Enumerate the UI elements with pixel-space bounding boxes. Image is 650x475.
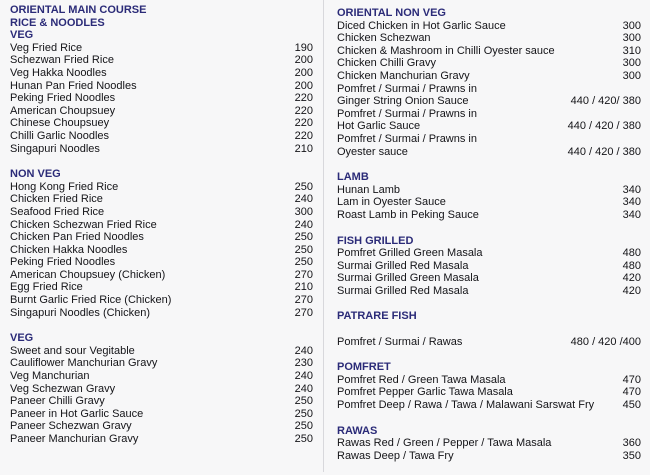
menu-item [10, 92, 313, 105]
menu-section [10, 168, 313, 319]
menu-item-name: Surmai Grilled Green Masala [337, 272, 479, 285]
menu-item-name: Chicken Hakka Noodles [10, 243, 128, 256]
menu-item-name: Paneer Manchurian Gravy [10, 433, 139, 445]
menu-item-name: Sweet and sour Vegitable [10, 344, 135, 357]
menu-item [337, 437, 641, 450]
menu-item-name: Pomfret / Surmai / Rawas [337, 335, 463, 348]
menu-item [10, 433, 313, 446]
menu-item [10, 370, 313, 383]
menu-item-name: Pomfret Deep / Rawa / Tawa / Malawani Sarswat Fry [337, 399, 595, 412]
menu-item-name: Veg Manchurian [10, 370, 90, 383]
section-heading: PATRARE FISH [337, 310, 417, 323]
menu-section [337, 425, 641, 463]
menu-item-price: 270 [294, 294, 313, 307]
menu-item-name: Schezwan Fried Rice [10, 54, 114, 67]
menu-item-name: Hunan Pan Fried Noodles [10, 79, 137, 92]
menu-item-name: Cauliflower Manchurian Gravy [10, 357, 158, 370]
menu-item-price: 340 [622, 183, 641, 196]
menu-item [337, 95, 641, 108]
menu-item [10, 67, 313, 80]
menu-item [337, 196, 641, 209]
menu-item-price: 300 [294, 205, 313, 218]
menu-item [10, 117, 313, 130]
menu-item-name: Veg Hakka Noodles [10, 66, 107, 79]
menu-item [337, 260, 641, 273]
menu-item-price: 240 [294, 193, 313, 206]
menu-item-name: Chicken Pan Fried Noodles [10, 231, 144, 244]
menu-item-price: 220 [294, 117, 313, 130]
menu-item [337, 386, 641, 399]
menu-item-price: 300 [622, 69, 641, 82]
menu-item [337, 120, 641, 133]
menu-item [337, 209, 641, 222]
section-heading: LAMB [337, 171, 369, 184]
menu-section [337, 171, 641, 221]
menu-item-line [337, 133, 641, 146]
menu-item-price: 250 [294, 231, 313, 244]
menu-item-name: Ginger String Onion Sauce [337, 95, 469, 108]
menu-section [337, 310, 641, 348]
menu-item [337, 20, 641, 33]
left-column [10, 4, 313, 459]
menu-item [10, 345, 313, 358]
menu-item-price: 200 [294, 54, 313, 67]
section-heading: FISH GRILLED [337, 234, 414, 247]
menu-item-name: Singapuri Noodles [10, 142, 100, 155]
menu-item [10, 244, 313, 257]
menu-item-name: Surmai Grilled Red Masala [337, 259, 469, 272]
section-heading: ORIENTAL NON VEG [337, 7, 446, 19]
menu-section [337, 7, 641, 158]
menu-item-name: Singapuri Noodles (Chicken) [10, 306, 151, 319]
menu-item-price: 250 [294, 243, 313, 256]
menu-item-price: 240 [294, 382, 313, 395]
menu-item [10, 383, 313, 396]
menu-item-price: 200 [294, 79, 313, 92]
menu-item [10, 269, 313, 282]
menu-item [10, 42, 313, 55]
menu-item [10, 420, 313, 433]
menu-item-price: 420 [622, 284, 641, 297]
menu-item-name: Chicken & Mashroom in Chilli Oyester sauce [337, 44, 555, 57]
menu-item [337, 374, 641, 387]
menu-item-name: Chicken Schezwan [337, 32, 431, 45]
menu-item-price: 250 [294, 180, 313, 193]
menu-item-name: Paneer Chilli Gravy [10, 395, 105, 408]
menu-item-price: 440 / 420 / 380 [567, 120, 641, 133]
menu-item-name: Egg Fried Rice [10, 281, 83, 294]
section-heading: NON VEG [10, 168, 61, 181]
menu-item-price: 470 [622, 386, 641, 399]
menu-item-name: Rawas Deep / Tawa Fry [337, 449, 454, 462]
menu-item-name: American Choupsuey (Chicken) [10, 268, 166, 281]
menu-item-price: 420 [622, 272, 641, 285]
menu-item-price: 300 [622, 19, 641, 32]
menu-item [10, 395, 313, 408]
menu-item-name: Hunan Lamb [337, 183, 400, 196]
menu-item [10, 281, 313, 294]
menu-item-price: 200 [294, 66, 313, 79]
menu-item-name: Chicken Manchurian Gravy [337, 69, 470, 82]
menu-item-name: Oyester sauce [337, 145, 408, 158]
menu-item-name: Veg Schezwan Gravy [10, 382, 116, 395]
menu-item-name: Pomfret Red / Green Tawa Masala [337, 373, 506, 386]
menu-item-name: Paneer in Hot Garlic Sauce [10, 407, 144, 420]
menu-item [10, 206, 313, 219]
menu-title: ORIENTAL MAIN COURSE [10, 4, 147, 16]
menu-item-price: 250 [294, 256, 313, 269]
menu-item-price: 250 [294, 420, 313, 433]
column-divider [323, 0, 324, 472]
menu-item-name-prefix: Pomfret / Surmai / Prawns in [337, 132, 477, 145]
menu-item-name: Chicken Schezwan Fried Rice [10, 218, 157, 231]
right-column [337, 7, 641, 475]
menu-item [337, 336, 641, 349]
menu-item-name: Pomfret Pepper Garlic Tawa Masala [337, 386, 513, 399]
menu-item-name: Paneer Schezwan Gravy [10, 420, 132, 433]
menu-item-price: 480 [622, 259, 641, 272]
menu-item-price: 250 [294, 407, 313, 420]
menu-item-price: 340 [622, 196, 641, 209]
section-heading: VEG [10, 29, 34, 42]
menu-item-name-prefix: Pomfret / Surmai / Prawns in [337, 107, 477, 120]
menu-item [337, 32, 641, 45]
menu-item-price: 480 / 420 /400 [570, 335, 641, 348]
menu-item [337, 399, 641, 412]
menu-item [10, 105, 313, 118]
menu-item [10, 54, 313, 67]
menu-item-price: 270 [294, 268, 313, 281]
menu-item-price: 470 [622, 373, 641, 386]
section-heading: VEG [10, 332, 34, 345]
menu-item-price: 340 [622, 208, 641, 221]
menu-item [337, 146, 641, 159]
menu-item-name-prefix: Pomfret / Surmai / Prawns in [337, 82, 477, 95]
menu-item-price: 350 [622, 449, 641, 462]
menu-item-name: Peking Fried Noodles [10, 92, 116, 105]
menu-section [10, 332, 313, 445]
section-heading: RAWAS [337, 424, 378, 437]
menu-item-price: 250 [294, 433, 313, 445]
menu-item-name: Seafood Fried Rice [10, 205, 105, 218]
menu-item-line [337, 108, 641, 121]
menu-item-name: Chicken Fried Rice [10, 193, 103, 206]
menu-item-price: 270 [294, 306, 313, 319]
menu-item-name: Rawas Red / Green / Pepper / Tawa Masala [337, 437, 552, 450]
menu-item-price: 220 [294, 104, 313, 117]
menu-item [10, 130, 313, 143]
menu-item [10, 231, 313, 244]
menu-item [10, 193, 313, 206]
menu-item [10, 307, 313, 320]
menu-item-name: Surmai Grilled Red Masala [337, 284, 469, 297]
menu-item-name: American Choupsuey [10, 104, 116, 117]
menu-item [337, 285, 641, 298]
menu-item [10, 80, 313, 93]
menu-item-price: 210 [294, 281, 313, 294]
menu-item-price: 220 [294, 92, 313, 105]
menu-item-name: Burnt Garlic Fried Rice (Chicken) [10, 294, 172, 307]
menu-item-price: 190 [294, 41, 313, 54]
menu-item [10, 143, 313, 156]
menu-item [10, 357, 313, 370]
menu-item-name: Diced Chicken in Hot Garlic Sauce [337, 19, 506, 32]
menu-item-price: 480 [622, 247, 641, 260]
menu-item [337, 450, 641, 463]
menu-item-name: Chinese Choupsuey [10, 117, 110, 130]
menu-item [337, 57, 641, 70]
menu-item-price: 300 [622, 57, 641, 70]
menu-item-price: 250 [294, 395, 313, 408]
menu-item-price: 240 [294, 344, 313, 357]
menu-item [337, 70, 641, 83]
menu-item-name: Roast Lamb in Peking Sauce [337, 208, 479, 221]
menu-item-price: 360 [622, 437, 641, 450]
menu-item [10, 219, 313, 232]
menu-item-price: 440 / 420 / 380 [567, 145, 641, 158]
menu-section [10, 29, 313, 155]
menu-item-name: Peking Fried Noodles [10, 256, 116, 269]
menu-item-name: Chicken Chilli Gravy [337, 57, 437, 70]
section-heading: POMFRET [337, 361, 391, 374]
menu-item-price: 440 / 420/ 380 [570, 95, 641, 108]
menu-item-name: Hot Garlic Sauce [337, 120, 421, 133]
spacer [337, 323, 641, 336]
menu-item [10, 256, 313, 269]
menu-item-name: Hong Kong Fried Rice [10, 180, 119, 193]
menu-item-price: 220 [294, 129, 313, 142]
menu-item-name: Veg Fried Rice [10, 41, 83, 54]
menu-item-price: 230 [294, 357, 313, 370]
menu-item-price: 210 [294, 142, 313, 155]
menu-item [10, 408, 313, 421]
menu-item [337, 45, 641, 58]
menu-item [337, 184, 641, 197]
menu-item-line [337, 83, 641, 96]
menu-item [10, 181, 313, 194]
menu-item-name: Pomfret Grilled Green Masala [337, 247, 483, 260]
menu-item-name: Chilli Garlic Noodles [10, 129, 110, 142]
menu-item-price: 240 [294, 218, 313, 231]
menu-section [337, 235, 641, 298]
menu-item-price: 450 [622, 399, 641, 412]
menu-item-price: 240 [294, 370, 313, 383]
menu-item [10, 294, 313, 307]
menu-item-price: 310 [622, 44, 641, 57]
menu-subtitle: RICE & NOODLES [10, 16, 105, 29]
menu-item [337, 272, 641, 285]
menu-item [337, 247, 641, 260]
menu-item-price: 300 [622, 32, 641, 45]
menu-item-name: Lam in Oyester Sauce [337, 196, 446, 209]
menu-section [337, 361, 641, 411]
